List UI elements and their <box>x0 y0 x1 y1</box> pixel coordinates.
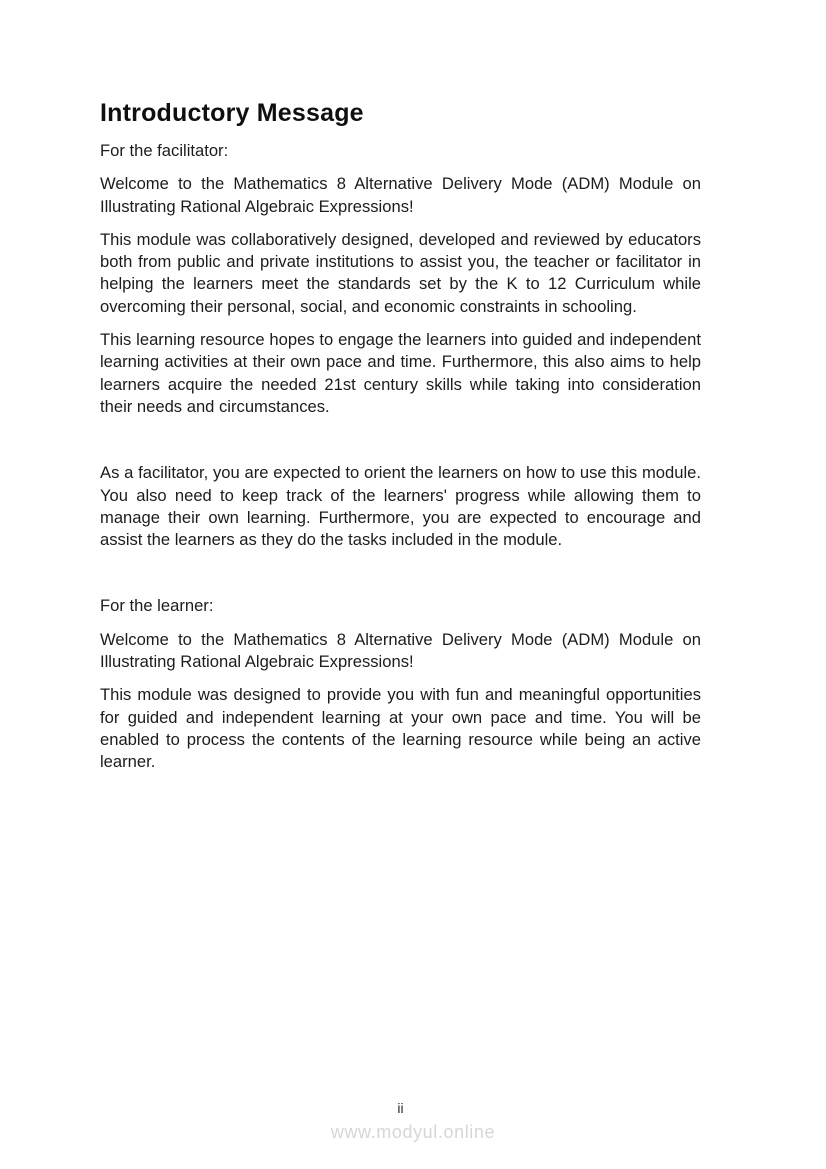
paragraph-welcome-learner: Welcome to the Mathematics 8 Alternative Delivery Mode (ADM) Module on Illustrating Rational Algebraic Expressions! <box>100 629 701 672</box>
paragraph-module-design: This module was designed to provide you with fun and meaningful opportunities for guided and independent learning at your own pace and time. You will be enabled to process the contents of the learning resource while being an active learner. <box>100 685 701 772</box>
learner-heading: For the learner: <box>100 596 214 616</box>
section-gap <box>100 562 701 595</box>
document-content <box>100 99 701 785</box>
paragraph-facilitator-role: As a facilitator, you are expected to orient the learners on how to use this module. You also need to keep track of the learners' progress while allowing them to manage their own learning. Furthermore, you are expected to encourage and assist the learners as they do the tasks included in the module. <box>100 463 701 550</box>
page-title: Introductory Message <box>100 99 364 127</box>
watermark: www.modyul.online <box>330 1122 496 1142</box>
paragraph-collaboration: This module was collaboratively designed, developed and reviewed by educators both from public and private institutions to assist you, the teacher or facilitator in helping the learners meet the standards set by the K to 12 Curriculum while overcoming their personal, social, and economic constraints in schooling. <box>100 229 701 316</box>
paragraph-welcome-facilitator: Welcome to the Mathematics 8 Alternative Delivery Mode (ADM) Module on Illustrating Rational Algebraic Expressions! <box>100 174 701 216</box>
page-number: ii <box>397 1100 404 1116</box>
section-gap <box>100 429 701 462</box>
paragraph-learning-resource: This learning resource hopes to engage the learners into guided and independent learning activities at their own pace and time. Furthermore, this also aims to help learners acquire the needed 21st century skills while taking into consideration their needs and circumstances. <box>100 330 701 416</box>
facilitator-heading: For the facilitator: <box>100 141 229 160</box>
